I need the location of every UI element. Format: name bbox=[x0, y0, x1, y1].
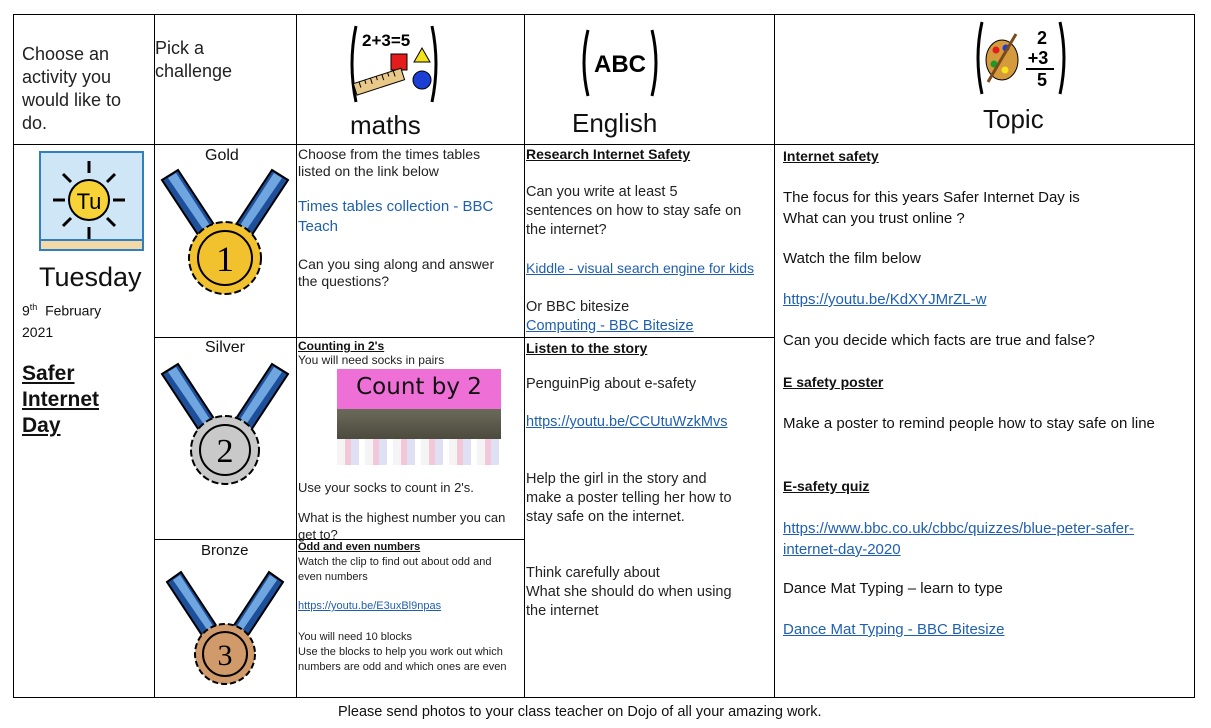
svg-text:Tu: Tu bbox=[76, 189, 102, 214]
watch-film-text: Watch the film below bbox=[783, 250, 921, 267]
count-by-2-image bbox=[337, 369, 501, 465]
odd-even-title: Odd and even numbers bbox=[298, 541, 421, 553]
story-video-link[interactable]: https://youtu.be/CCUtuWzkMvs bbox=[526, 414, 728, 430]
svg-text:+3: +3 bbox=[1027, 48, 1049, 68]
svg-text:2: 2 bbox=[1036, 28, 1048, 48]
odd-even-video-link[interactable]: https://youtu.be/E3uxBl9npas bbox=[298, 600, 442, 612]
count-by-2-text: Count by 2 bbox=[356, 374, 482, 400]
topic-heading: Topic bbox=[983, 104, 1044, 134]
quiz-heading: E-safety quiz bbox=[783, 478, 870, 494]
bronze-medal-icon bbox=[163, 568, 287, 688]
medal-label-gold: Gold bbox=[205, 147, 239, 164]
medal-label-silver: Silver bbox=[205, 339, 246, 356]
research-title: Research Internet Safety bbox=[526, 146, 691, 162]
topic-palette-icon bbox=[974, 20, 1068, 96]
poster-text: Make a poster to remind people how to stay safe on line bbox=[783, 415, 1155, 432]
poster-heading: E safety poster bbox=[783, 374, 884, 390]
internet-safety-heading: Internet safety bbox=[783, 148, 879, 164]
svg-text:1: 1 bbox=[216, 239, 234, 279]
svg-text:3: 3 bbox=[217, 639, 233, 672]
odd-even-blocks: You will need 10 blocks Use the blocks to help you work out which numbers are odd and which ones are even bbox=[298, 631, 507, 673]
dance-mat-text: Dance Mat Typing – learn to type bbox=[783, 580, 1003, 597]
odd-even-intro: Watch the clip to find out about odd and even numbers bbox=[298, 556, 492, 583]
event-title: Safer Internet Day bbox=[22, 362, 100, 437]
research-question: Can you write at least 5 sentences on how to stay safe on the internet? bbox=[526, 184, 742, 238]
dance-mat-link[interactable]: Dance Mat Typing - BBC Bitesize bbox=[783, 621, 1005, 638]
svg-text:5: 5 bbox=[1036, 70, 1048, 90]
topic-focus: The focus for this years Safer Internet Day is What can you trust online ? bbox=[783, 189, 1080, 227]
counting-line2: Use your socks to count in 2's. bbox=[298, 480, 474, 495]
maths-heading: maths bbox=[350, 110, 421, 140]
quiz-link[interactable]: https://www.bbc.co.uk/cbbc/quizzes/blue-peter-safer- internet-day-2020 bbox=[783, 520, 1134, 558]
computing-bitesize-link[interactable]: Computing - BBC Bitesize bbox=[526, 318, 694, 334]
silver-medal-icon bbox=[158, 360, 292, 486]
true-false-text: Can you decide which facts are true and false? bbox=[783, 332, 1095, 349]
film-link[interactable]: https://youtu.be/KdXYJMrZL-w bbox=[783, 291, 987, 308]
counting-line3: What is the highest number you can get to? bbox=[298, 510, 506, 542]
svg-text:2: 2 bbox=[216, 433, 234, 470]
footer-note: Please send photos to your class teacher on Dojo of all your amazing work. bbox=[338, 704, 822, 720]
tuesday-sun-icon bbox=[39, 151, 144, 259]
choose-activity-text: Choose an activity you would like to do. bbox=[22, 44, 122, 133]
english-heading: English bbox=[572, 108, 658, 138]
pick-challenge-text: Pick a challenge bbox=[155, 38, 233, 81]
maths-gold-question: Can you sing along and answer the questions? bbox=[298, 256, 495, 289]
svg-text:2+3=5: 2+3=5 bbox=[362, 31, 411, 50]
english-abc-icon bbox=[580, 28, 660, 98]
gold-medal-icon bbox=[158, 166, 292, 296]
story-think: Think carefully about What she should do when using the internet bbox=[526, 565, 732, 619]
day-name: Tuesday bbox=[39, 262, 142, 292]
counting-line1: You will need socks in pairs bbox=[298, 353, 445, 367]
day-date: 9th February 2021 bbox=[22, 302, 102, 340]
maths-icon bbox=[346, 22, 442, 106]
counting-title: Counting in 2's bbox=[298, 339, 385, 353]
times-tables-link[interactable]: Times tables collection - BBC Teach bbox=[298, 198, 494, 235]
listen-title: Listen to the story bbox=[526, 340, 648, 356]
story-task: Help the girl in the story and make a poster telling her how to stay safe on the internet. bbox=[526, 471, 732, 525]
medal-label-bronze: Bronze bbox=[201, 542, 249, 559]
maths-gold-intro: Choose from the times tables listed on the link below bbox=[298, 146, 481, 179]
kiddle-link[interactable]: Kiddle - visual search engine for kids bbox=[526, 260, 755, 276]
svg-text:ABC: ABC bbox=[594, 51, 646, 78]
story-name: PenguinPig about e-safety bbox=[526, 376, 697, 392]
bbc-bitesize-text: Or BBC bitesize bbox=[526, 299, 630, 315]
